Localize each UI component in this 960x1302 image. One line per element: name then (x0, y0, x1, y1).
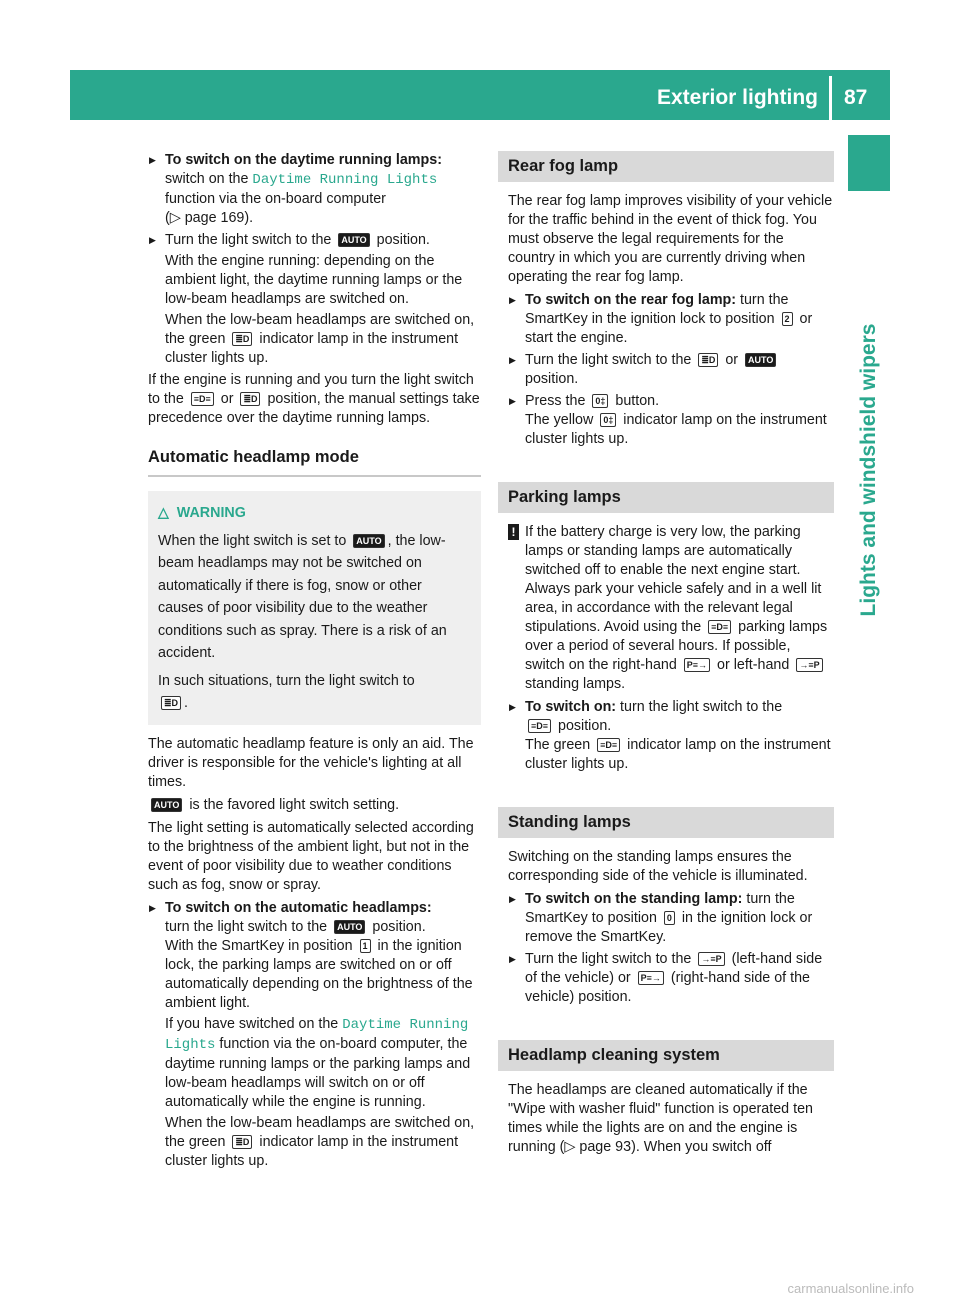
text: turn the SmartKey to position (525, 891, 795, 926)
auto-icon: AUTO (353, 534, 384, 548)
exclamation-icon: ! (508, 524, 519, 540)
text: turn the light switch to the (165, 918, 332, 935)
text: or (216, 391, 238, 407)
auto-icon: AUTO (338, 233, 369, 247)
text: Turn the light switch to the (165, 232, 336, 248)
warning-triangle-icon: △ (158, 504, 169, 520)
section-heading-rear-fog-lamp: Rear fog lamp (498, 151, 834, 182)
text: When the low-beam headlamps are switched on, the green (165, 1114, 475, 1150)
text: turn the SmartKey in the ignition lock to position (525, 292, 789, 327)
text: or left-hand (713, 657, 794, 673)
text: in the ignition lock or remove the SmartKey. (525, 910, 813, 945)
rear-fog-icon: 0‡ (592, 394, 608, 408)
step-standing-switch (508, 950, 834, 1007)
step-light-switch-auto (148, 231, 481, 368)
footer-watermark: carmanualsonline.info (787, 1281, 914, 1296)
paragraph: The rear fog lamp improves visibility of your vehicle for the traffic behind in the event of thick fog. You must observe the legal requirements for the country in which you are currently driving when operating the rear fog lamp. (508, 193, 833, 285)
text: function via the on-board computer (165, 191, 386, 207)
text: function via the on-board computer, the daytime running lamps or the parking lamps and low-beam headlamps will switch on or off automatically while the engine is running. (165, 1035, 471, 1110)
auto-icon: AUTO (334, 920, 365, 934)
paragraph: The headlamps are cleaned automatically if the "Wipe with washer fluid" function is operated ten times while the lights are on and the engine is running (▷ page 93). When you switch off (508, 1082, 813, 1155)
key-position-2-icon: 2 (782, 312, 793, 326)
text: (right-hand side of the vehicle) position. (525, 970, 810, 1005)
step-parking-on (508, 698, 834, 774)
text: position. (525, 371, 579, 387)
warning-box (148, 491, 481, 725)
step-heading: To switch on the standing lamp: (525, 891, 743, 907)
note-paragraph (508, 523, 834, 694)
text: indicator lamp on the instrument cluster lights up. (525, 412, 827, 447)
text: or (721, 352, 743, 368)
text: In such situations, turn the light switch to (158, 672, 415, 689)
step-automatic-headlamps (148, 899, 481, 1171)
low-beam-icon: ≣D (240, 392, 260, 406)
step-heading: To switch on the automatic headlamps: (165, 899, 432, 916)
parking-lamp-icon: ≡D≡ (597, 738, 620, 752)
parking-lamp-icon: ≡D≡ (528, 719, 551, 733)
text: Turn the light switch to the (525, 352, 696, 368)
menu-item-daytime-running-lights: Daytime Running Lights (165, 1016, 469, 1053)
low-beam-icon: ≣D (232, 332, 252, 346)
right-standing-lamp-icon: P≡→ (638, 971, 664, 985)
text: If you have switched on the (165, 1015, 343, 1032)
low-beam-icon: ≣D (232, 1135, 252, 1149)
text: The green (525, 737, 595, 753)
left-standing-lamp-icon: →≡P (698, 952, 724, 966)
text: Turn the light switch to the (525, 951, 696, 967)
key-position-0-icon: 0 (664, 911, 675, 925)
text: in the ignition lock, the parking lamps are switched on or off automatically depending on the brightness of the ambient light. (165, 937, 473, 1011)
low-beam-icon: ≣D (161, 696, 181, 710)
page-reference: (▷ page 169). (165, 210, 254, 226)
text: turn the light switch to the (616, 699, 783, 715)
text: When the light switch is set to (158, 532, 351, 549)
key-position-1-icon: 1 (360, 939, 371, 953)
text: With the SmartKey in position (165, 937, 357, 954)
section-heading-headlamp-cleaning: Headlamp cleaning system (498, 1040, 834, 1071)
left-standing-lamp-icon: →≡P (796, 658, 822, 672)
text: indicator lamp on the instrument cluster lights up. (525, 737, 831, 772)
text: position, the manual settings take precedence over the daytime running lamps. (148, 391, 480, 426)
step-heading: To switch on the daytime running lamps: (165, 152, 442, 168)
text: (left-hand side of the vehicle) or (525, 951, 823, 986)
parking-lamp-icon: ≡D≡ (708, 620, 731, 634)
text: indicator lamp in the instrument cluster lights up. (165, 331, 459, 366)
step-heading: To switch on: (525, 699, 617, 715)
text: With the engine running: depending on the ambient light, the daytime running lamps or the low-beam headlamps are switched on. (165, 253, 463, 307)
text: Press the (525, 393, 590, 409)
text: switch on the (165, 171, 253, 187)
section-heading-parking-lamps: Parking lamps (498, 482, 834, 513)
auto-icon: AUTO (151, 798, 182, 812)
header-title: Exterior lighting (656, 86, 818, 109)
right-standing-lamp-icon: P≡→ (684, 658, 710, 672)
warning-title: WARNING (176, 505, 246, 521)
text: is the favored light switch setting. (185, 796, 400, 813)
step-light-switch (508, 351, 834, 389)
menu-item-daytime-running-lights: Daytime Running Lights (252, 172, 438, 188)
text: . (184, 695, 189, 711)
left-column (148, 151, 481, 1174)
auto-icon: AUTO (745, 353, 776, 367)
paragraph: The light setting is automatically selected according to the brightness of the ambient light, but not in the event of poor visibility due to weather conditions such as fog, snow or spray. (148, 819, 474, 893)
header-divider (829, 76, 832, 120)
text: button. (611, 393, 660, 409)
step-rear-fog-on (508, 291, 834, 348)
step-daytime-lamps (148, 151, 481, 228)
rear-fog-icon: 0‡ (600, 413, 616, 427)
step-press-fog-button (508, 392, 834, 449)
section-heading-automatic-headlamp: Automatic headlamp mode (148, 448, 481, 477)
text: position. (554, 718, 612, 734)
text: indicator lamp in the instrument cluster lights up. (165, 1133, 459, 1169)
step-heading: To switch on the rear fog lamp: (525, 292, 737, 308)
text: position. (372, 232, 430, 248)
text: When the low-beam headlamps are switched on, the green (165, 312, 475, 347)
parking-lamp-icon: ≡D≡ (191, 392, 214, 406)
text: , the low-beam headlamps may not be switched on automatically if there is fog, snow or other causes of poor visibility due to the weather conditions such as spray. There is a risk of an accident. (158, 532, 447, 661)
page-number: 87 (844, 86, 868, 109)
text: standing lamps. (525, 676, 626, 692)
section-heading-standing-lamps: Standing lamps (498, 807, 834, 838)
section-side-label: Lights and windshield wipers (857, 323, 880, 617)
section-tab (848, 135, 890, 191)
text: The yellow (525, 412, 598, 428)
text: If the engine is running and you turn the light switch to the (148, 372, 474, 407)
step-standing-on (508, 890, 834, 947)
text: If the battery charge is very low, the parking lamps or standing lamps are automatically switched off to enable the next engine start. Always park your vehicle safely and in a well lit area, in accordance with the relevant legal stipulations. Avoid using the (525, 524, 822, 635)
text: or start the engine. (525, 311, 813, 346)
text: position. (368, 918, 426, 935)
low-beam-icon: ≣D (698, 353, 718, 367)
paragraph: Switching on the standing lamps ensures the corresponding side of the vehicle is illuminated. (508, 849, 808, 884)
text: parking lamps over a period of several hours. If possible, switch on the right-hand (525, 619, 828, 673)
right-column (508, 151, 834, 1161)
paragraph: The automatic headlamp feature is only an aid. The driver is responsible for the vehicle's lighting at all times. (148, 735, 474, 790)
